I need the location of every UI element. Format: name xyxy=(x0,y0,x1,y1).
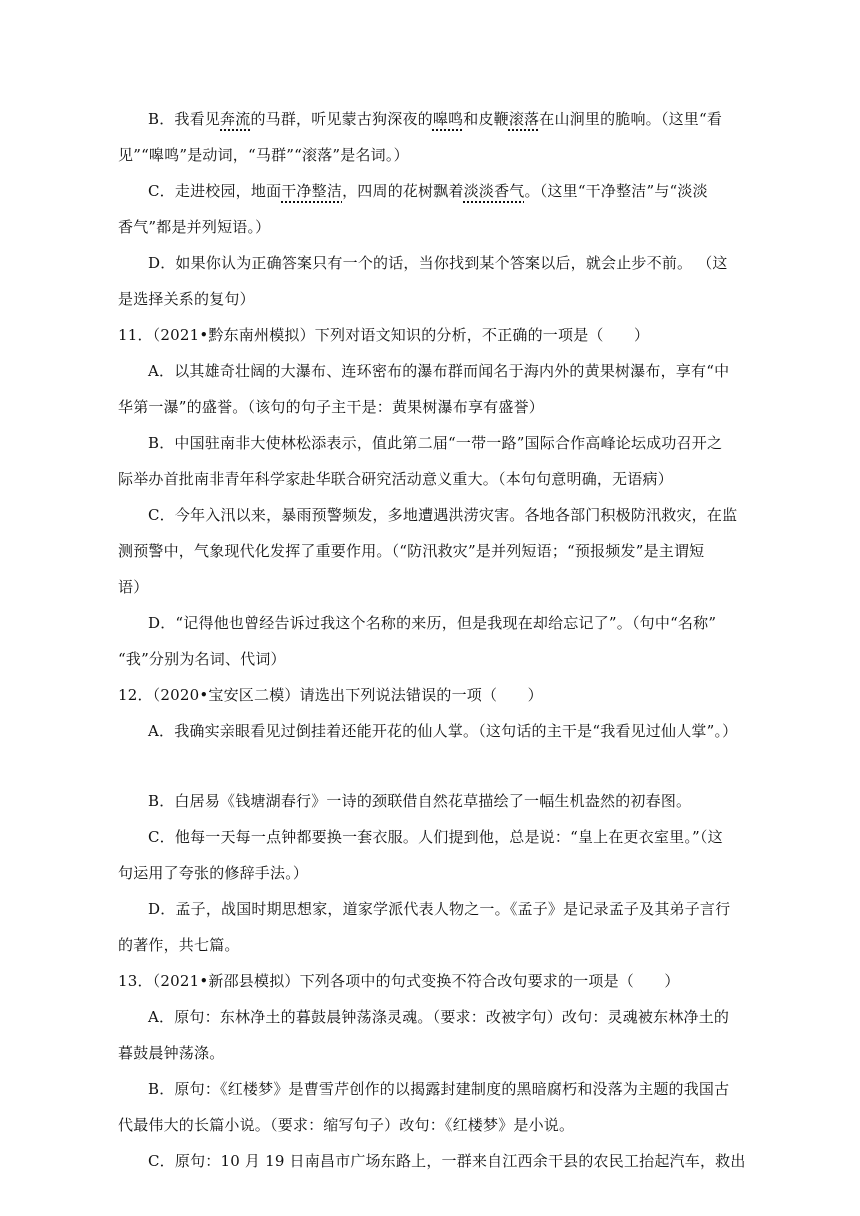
q13-option-b-line1: B．原句：《红楼梦》是曹雪芹创作的以揭露封建制度的黑暗腐朽和没落为主题的我国古 xyxy=(148,1080,730,1098)
q11-option-b-line1: B．中国驻南非大使林松添表示，值此第二届“一带一路”国际合作高峰论坛成功召开之 xyxy=(148,434,723,452)
q11-option-d-line2: “我”分别为名词、代词） xyxy=(118,650,286,668)
q10-option-c-line2: 香气”都是并列短语。） xyxy=(118,218,271,236)
q13-option-b-line2: 代最伟大的长篇小说。（要求：缩写句子）改句：《红楼梦》是小说。 xyxy=(118,1116,575,1134)
q12-heading: 12．（2020•宝安区二模）请选出下列说法错误的一项（ ） xyxy=(118,686,543,704)
q12-option-c-line1: C．他每一天每一点钟都要换一套衣服。人们提到他，总是说：“皇上在更衣室里。”（这 xyxy=(148,828,723,846)
q10-option-b-line2: 见”“嗥鸣”是动词，“马群”“滚落”是名词。） xyxy=(118,146,409,164)
q11-option-d-line1: D．“记得他也曾经告诉过我这个名称的来历，但是我现在却给忘记了”。（句中“名称” xyxy=(148,614,717,632)
q12-option-c-line2: 句运用了夸张的修辞手法。） xyxy=(118,864,309,882)
q11-option-c-line3: 语） xyxy=(118,578,149,596)
q10-option-c-line1: C．走进校园，地面干净整洁，四周的花树飘着淡淡香气。（这里“干净整洁”与“淡淡 xyxy=(148,182,708,200)
q12-option-d-line2: 的著作，共七篇。 xyxy=(118,936,240,954)
q10-option-d-line1: D．如果你认为正确答案只有一个的话，当你找到某个答案以后，就会止步不前。 （这 xyxy=(148,254,728,272)
q10-option-d-line2: 是选择关系的复句） xyxy=(118,290,255,308)
q12-option-d-line1: D．孟子，战国时期思想家，道家学派代表人物之一。《孟子》是记录孟子及其弟子言行 xyxy=(148,900,731,918)
q10-option-b-line1: B．我看见奔流的马群，听见蒙古狗深夜的嗥鸣和皮鞭滚落在山涧里的脆响。（这里“看 xyxy=(148,110,723,128)
q11-option-a-line2: 华第一瀑”的盛誉。（该句的句子主干是：黄果树瀑布享有盛誉） xyxy=(118,398,544,416)
q13-option-a-line2: 暮鼓晨钟荡涤。 xyxy=(118,1044,225,1062)
q12-option-b-line1: B．白居易《钱塘湖春行》一诗的颈联借自然花草描绘了一幅生机盎然的初春图。 xyxy=(148,792,692,810)
q13-option-a-line1: A．原句：东林净土的暮鼓晨钟荡涤灵魂。（要求：改被字句）改句：灵魂被东林净土的 xyxy=(148,1008,730,1026)
q11-option-a-line1: A．以其雄奇壮阔的大瀑布、连环密布的瀑布群而闻名于海内外的黄果树瀑布，享有“中 xyxy=(148,362,730,380)
q11-option-c-line1: C．今年入汛以来，暴雨预警频发，多地遭遇洪涝灾害。各地各部门积极防汛救灾，在监 xyxy=(148,506,738,524)
q11-option-b-line2: 际举办首批南非青年科学家赴华联合研究活动意义重大。（本句句意明确，无语病） xyxy=(118,470,673,488)
q13-heading: 13．（2021•新邵县模拟）下列各项中的句式变换不符合改句要求的一项是（ ） xyxy=(118,972,680,990)
q11-option-c-line2: 测预警中，气象现代化发挥了重要作用。（“防汛救灾”是并列短语；“预报频发”是主谓短 xyxy=(118,542,705,560)
q12-option-a-line1: A．我确实亲眼看见过倒挂着还能开花的仙人掌。（这句话的主干是“我看见过仙人掌”。） xyxy=(148,722,738,740)
q11-heading: 11．（2021•黔东南州模拟）下列对语文知识的分析，不正确的一项是（ ） xyxy=(118,326,650,344)
q13-option-c-line1: C．原句：10 月 19 日南昌市广场东路上，一群来自江西余干县的农民工抬起汽车，救出 xyxy=(148,1152,746,1170)
